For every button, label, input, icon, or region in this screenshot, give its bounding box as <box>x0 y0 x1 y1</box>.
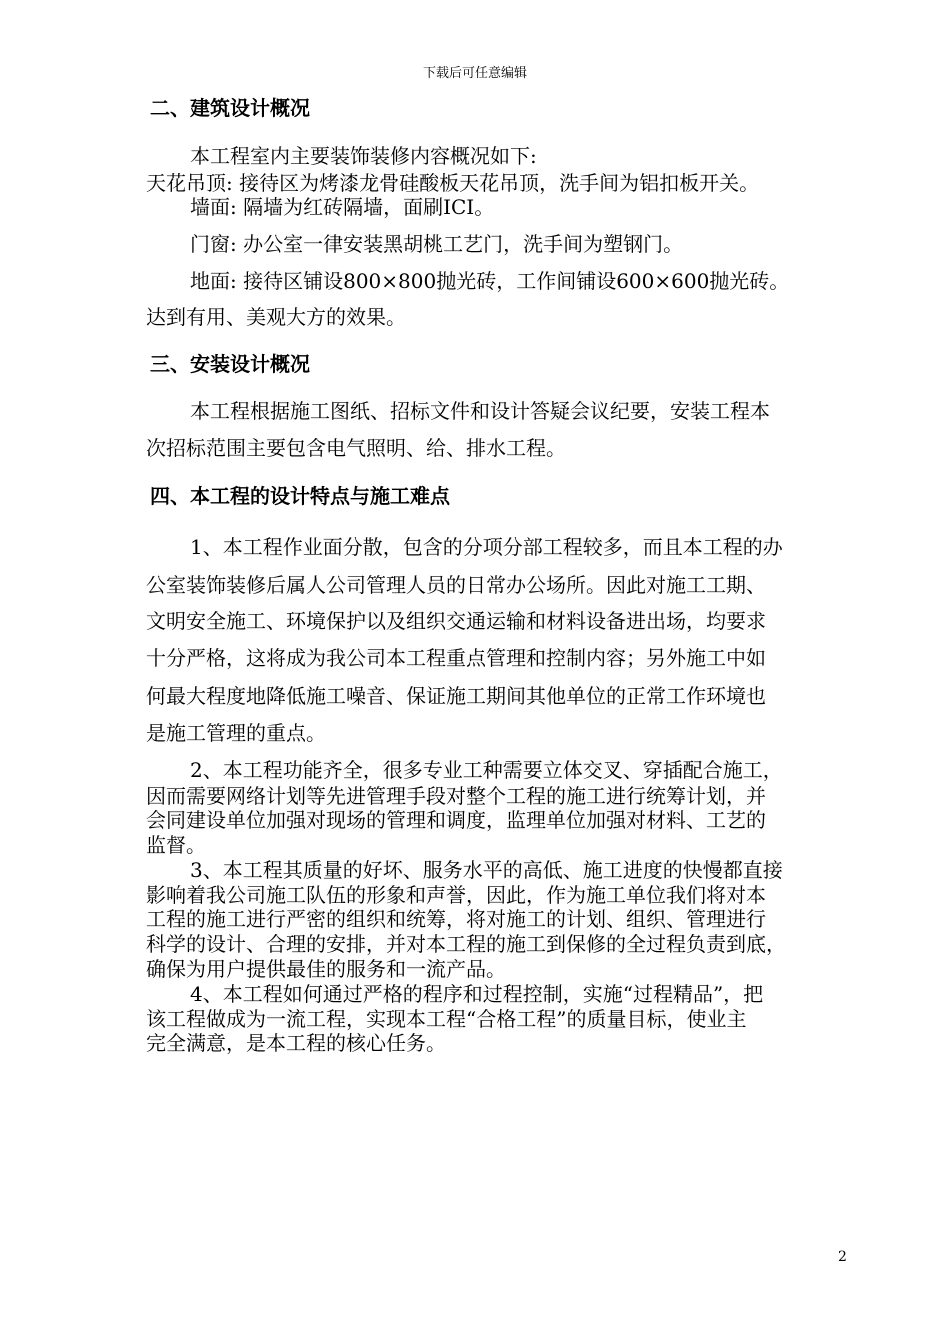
body-line: 门窗: 办公室一律安装黑胡桃工艺门，洗手间为塑钢门。 <box>190 232 684 256</box>
body-line: 十分严格，这将成为我公司本工程重点管理和控制内容；另外施工中如 <box>146 646 766 670</box>
body-line: 天花吊顶: 接待区为烤漆龙骨硅酸板天花吊顶，洗手间为铝扣板开关。 <box>146 171 760 195</box>
body-line: 是施工管理的重点。 <box>146 721 326 745</box>
body-line: 公室装饰装修后属人公司管理人员的日常办公场所。因此对施工工期、 <box>146 573 766 597</box>
body-line: 会同建设单位加强对现场的管理和调度，监理单位加强对材料、工艺的 <box>146 808 766 832</box>
body-line: 1、本工程作业面分散，包含的分项分部工程较多，而且本工程的办 <box>190 535 783 559</box>
section-heading-installation: 三、安装设计概况 <box>150 352 310 376</box>
page-header: 下载后可任意编辑 <box>422 66 527 81</box>
body-line: 该工程做成为一流工程，实现本工程“合格工程”的质量目标，使业主 <box>146 1007 747 1031</box>
body-line: 本工程室内主要装饰装修内容概况如下: <box>190 144 537 168</box>
body-line: 地面: 接待区铺设800×800抛光砖，工作间铺设600×600抛光砖。 <box>190 269 790 293</box>
section-heading-architecture: 二、建筑设计概况 <box>150 96 310 120</box>
body-line: 确保为用户提供最佳的服务和一流产品。 <box>146 957 506 981</box>
body-line: 4、本工程如何通过严格的程序和过程控制，实施“过程精品”，把 <box>190 982 764 1006</box>
body-line: 何最大程度地降低施工噪音、保证施工期间其他单位的正常工作环境也 <box>146 684 766 708</box>
body-line: 2、本工程功能齐全，很多专业工种需要立体交叉、穿插配合施工， <box>190 758 783 782</box>
body-line: 墙面: 隔墙为红砖隔墙，面刷ICI。 <box>190 195 495 219</box>
body-line: 监督。 <box>146 833 206 857</box>
section-heading-design-features: 四、本工程的设计特点与施工难点 <box>150 484 450 508</box>
body-line: 次招标范围主要包含电气照明、给、排水工程。 <box>146 436 566 460</box>
body-line: 本工程根据施工图纸、招标文件和设计答疑会议纪要，安装工程本 <box>190 399 770 423</box>
body-line: 达到有用、美观大方的效果。 <box>146 305 406 329</box>
body-line: 影响着我公司施工队伍的形象和声誉，因此，作为施工单位我们将对本 <box>146 883 766 907</box>
body-line: 文明安全施工、环境保护以及组织交通运输和材料设备进出场，均要求 <box>146 609 766 633</box>
body-line: 科学的设计、合理的安排，并对本工程的施工到保修的全过程负责到底， <box>146 932 786 956</box>
body-line: 因而需要网络计划等先进管理手段对整个工程的施工进行统筹计划，并 <box>146 784 766 808</box>
body-line: 3、本工程其质量的好坏、服务水平的高低、施工进度的快慢都直接 <box>190 858 783 882</box>
body-line: 完全满意，是本工程的核心任务。 <box>146 1031 446 1055</box>
body-line: 工程的施工进行严密的组织和统筹，将对施工的计划、组织、管理进行 <box>146 907 766 931</box>
page-number: 2 <box>838 1249 847 1265</box>
